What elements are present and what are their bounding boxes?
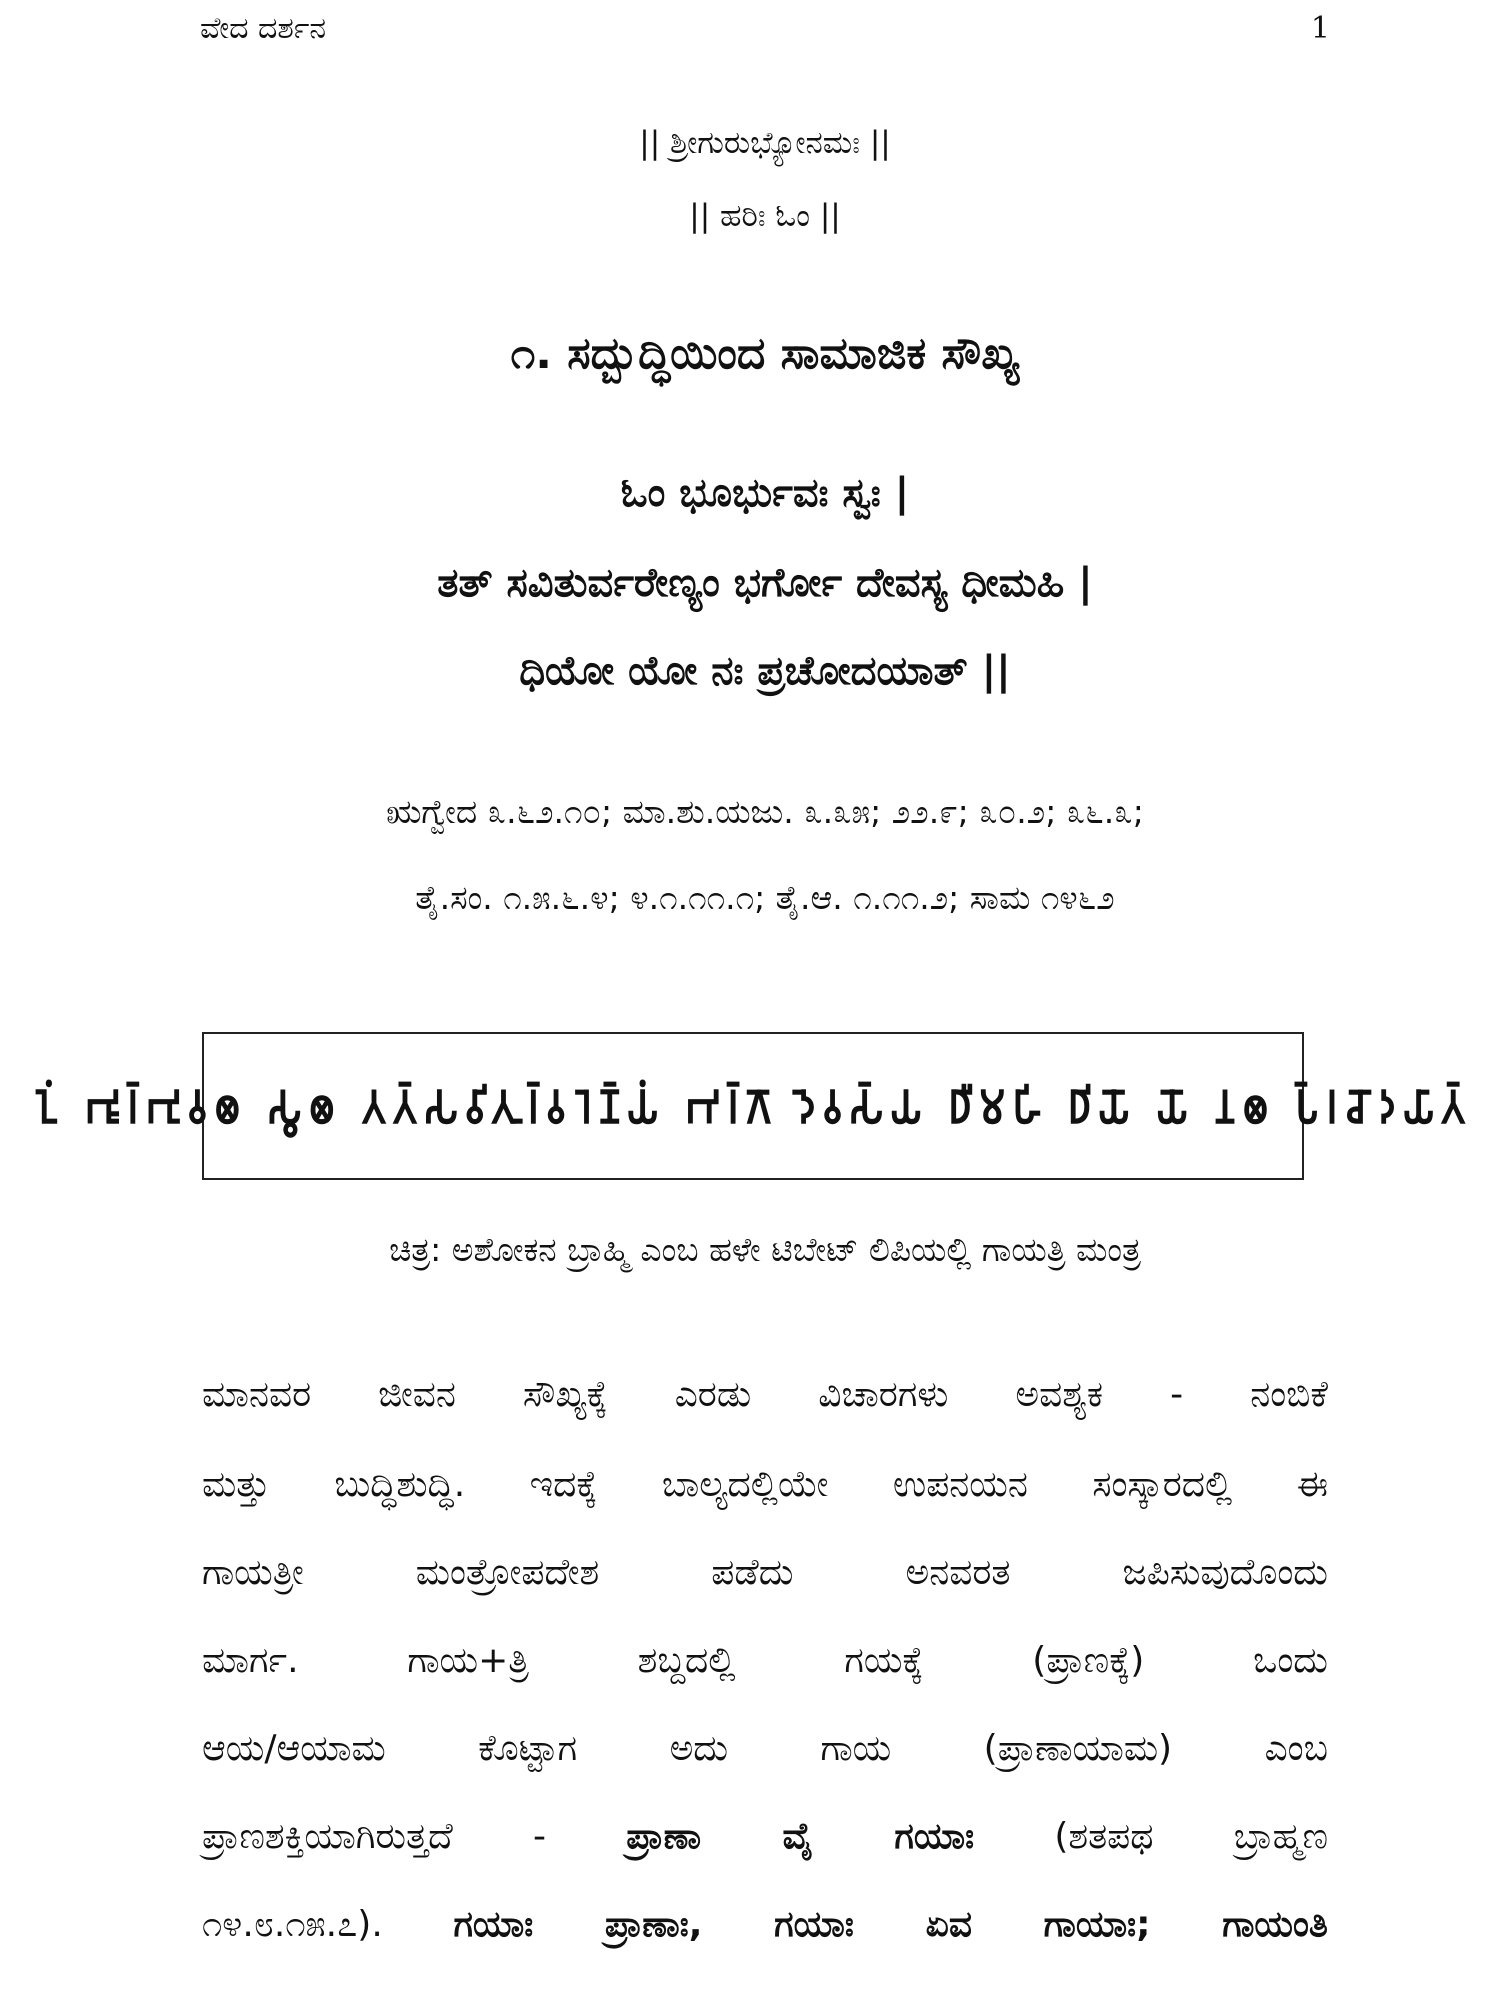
brahmi-inscription-box [34, 1032, 1472, 1180]
reference-line-1: ಋಗ್ವೇದ ೩.೬೨.೧೦; ಮಾ.ಶು.ಯಜು. ೩.೩೫; ೨೨.೯; ೩೦.೨; ೩೬.೩; [386, 792, 1144, 831]
quotation-prana-vai-gayah: ಪ್ರಾಣಾ ವೈ ಗಯಾಃ [626, 1816, 975, 1857]
paragraph-line-6 [202, 1812, 1328, 1862]
paragraph-line-4: ಮಾರ್ಗ. ಗಾಯ+ತ್ರಿ ಶಬ್ದದಲ್ಲಿ ಗಯಕ್ಕೆ (ಪ್ರಾಣಕ್ಕೆ) ಒಂದು [202, 1640, 1328, 1681]
reference-line-2: ತೈ.ಸಂ. ೧.೫.೬.೪; ೪.೧.೧೧.೧; ತೈ.ಆ. ೧.೧೧.೨; ಸಾಮ ೧೪೬೨ [415, 878, 1115, 917]
mantra-line-2: ತತ್ ಸವಿತುರ್ವರೇಣ್ಯಂ ಭರ್ಗೋ ದೇವಸ್ಯ ಧೀಮಹಿ | [437, 560, 1093, 606]
invocation-line-2: || ಹರಿಃ ಓಂ || [689, 198, 841, 234]
mantra-line-1: ಓಂ ಭೂರ್ಭುವಃ ಸ್ವಃ | [620, 470, 910, 516]
figure-caption: ಚಿತ್ರ: ಅಶೋಕನ ಬ್ರಾಹ್ಮಿ ಎಂಬ ಹಳೇ ಟಿಬೇಟ್ ಲಿಪಿಯಲ್ಲಿ ಗಾಯತ್ರಿ ಮಂತ್ರ [389, 1230, 1141, 1269]
paragraph-line-5: ಆಯ/ಆಯಾಮ ಕೊಟ್ಟಾಗ ಅದು ಗಾಯ (ಪ್ರಾಣಾಯಾಮ) ಎಂಬ [202, 1728, 1328, 1769]
quotation-gayah-pranah: ಗಯಾಃ ಪ್ರಾಣಾಃ, ಗಯಾಃ ಏವ ಗಾಯಾಃ; ಗಾಯಂತಿ [453, 1904, 1329, 1945]
paragraph-line-7 [202, 1900, 1328, 1950]
running-title: ವೇದ ದರ್ಶನ [200, 10, 327, 46]
paragraph-line-3: ಗಾಯತ್ರೀ ಮಂತ್ರೋಪದೇಶ ಪಡೆದು ಅನವರತ ಜಪಿಸುವುದೊಂದು [202, 1552, 1328, 1593]
page-number: 1 [1310, 10, 1330, 46]
paragraph-line-1: ಮಾನವರ ಜೀವನ ಸೌಖ್ಯಕ್ಕೆ ಎರಡು ವಿಚಾರಗಳು ಅವಶ್ಯಕ - ನಂಬಿಕೆ [202, 1374, 1328, 1415]
citation-number: ೧೪.೮.೧೫.೭). [202, 1904, 383, 1945]
mantra-line-3: ಧಿಯೋ ಯೋ ನಃ ಪ್ರಚೋದಯಾತ್ || [519, 648, 1011, 694]
citation-shatapatha: (ಶತಪಥ ಬ್ರಾಹ್ಮಣ [1054, 1816, 1328, 1857]
brahmi-script-text: 𑀑𑀁 𑀪𑀽𑀭𑁆𑀪𑀼𑀯𑀄 𑀲𑁆𑀯𑀄 𑀢𑀢𑁆𑀲𑀯𑀺𑀢𑀼𑀭𑁆𑀯𑀭𑁂𑀡𑁆𑀬𑀁 𑀪𑀭𑁆𑀕𑁄 𑀤𑁂𑀯𑀲𑁆𑀬 𑀥𑀻𑀫𑀳𑀺 𑀥𑀺𑀬𑁄 𑀬𑁄 𑀦𑀄 𑀧𑁆𑀭𑀘𑁄𑀤𑀬𑀸𑀢𑁆 [34, 1080, 1472, 1135]
chapter-title: ೧. ಸದ್ಬುದ್ಧಿಯಿಂದ ಸಾಮಾಜಿಕ ಸೌಖ್ಯ [510, 328, 1020, 379]
running-header [200, 8, 1330, 48]
paragraph-line-6-text: ಪ್ರಾಣಶಕ್ತಿಯಾಗಿರುತ್ತದೆ - [202, 1816, 547, 1857]
invocation-line-1: || ಶ್ರೀಗುರುಭ್ಯೋನಮಃ || [639, 125, 891, 161]
paragraph-line-2: ಮತ್ತು ಬುದ್ಧಿಶುದ್ಧಿ. ಇದಕ್ಕೆ ಬಾಲ್ಯದಲ್ಲಿಯೇ ಉಪನಯನ ಸಂಸ್ಕಾರದಲ್ಲಿ ಈ [202, 1464, 1328, 1505]
